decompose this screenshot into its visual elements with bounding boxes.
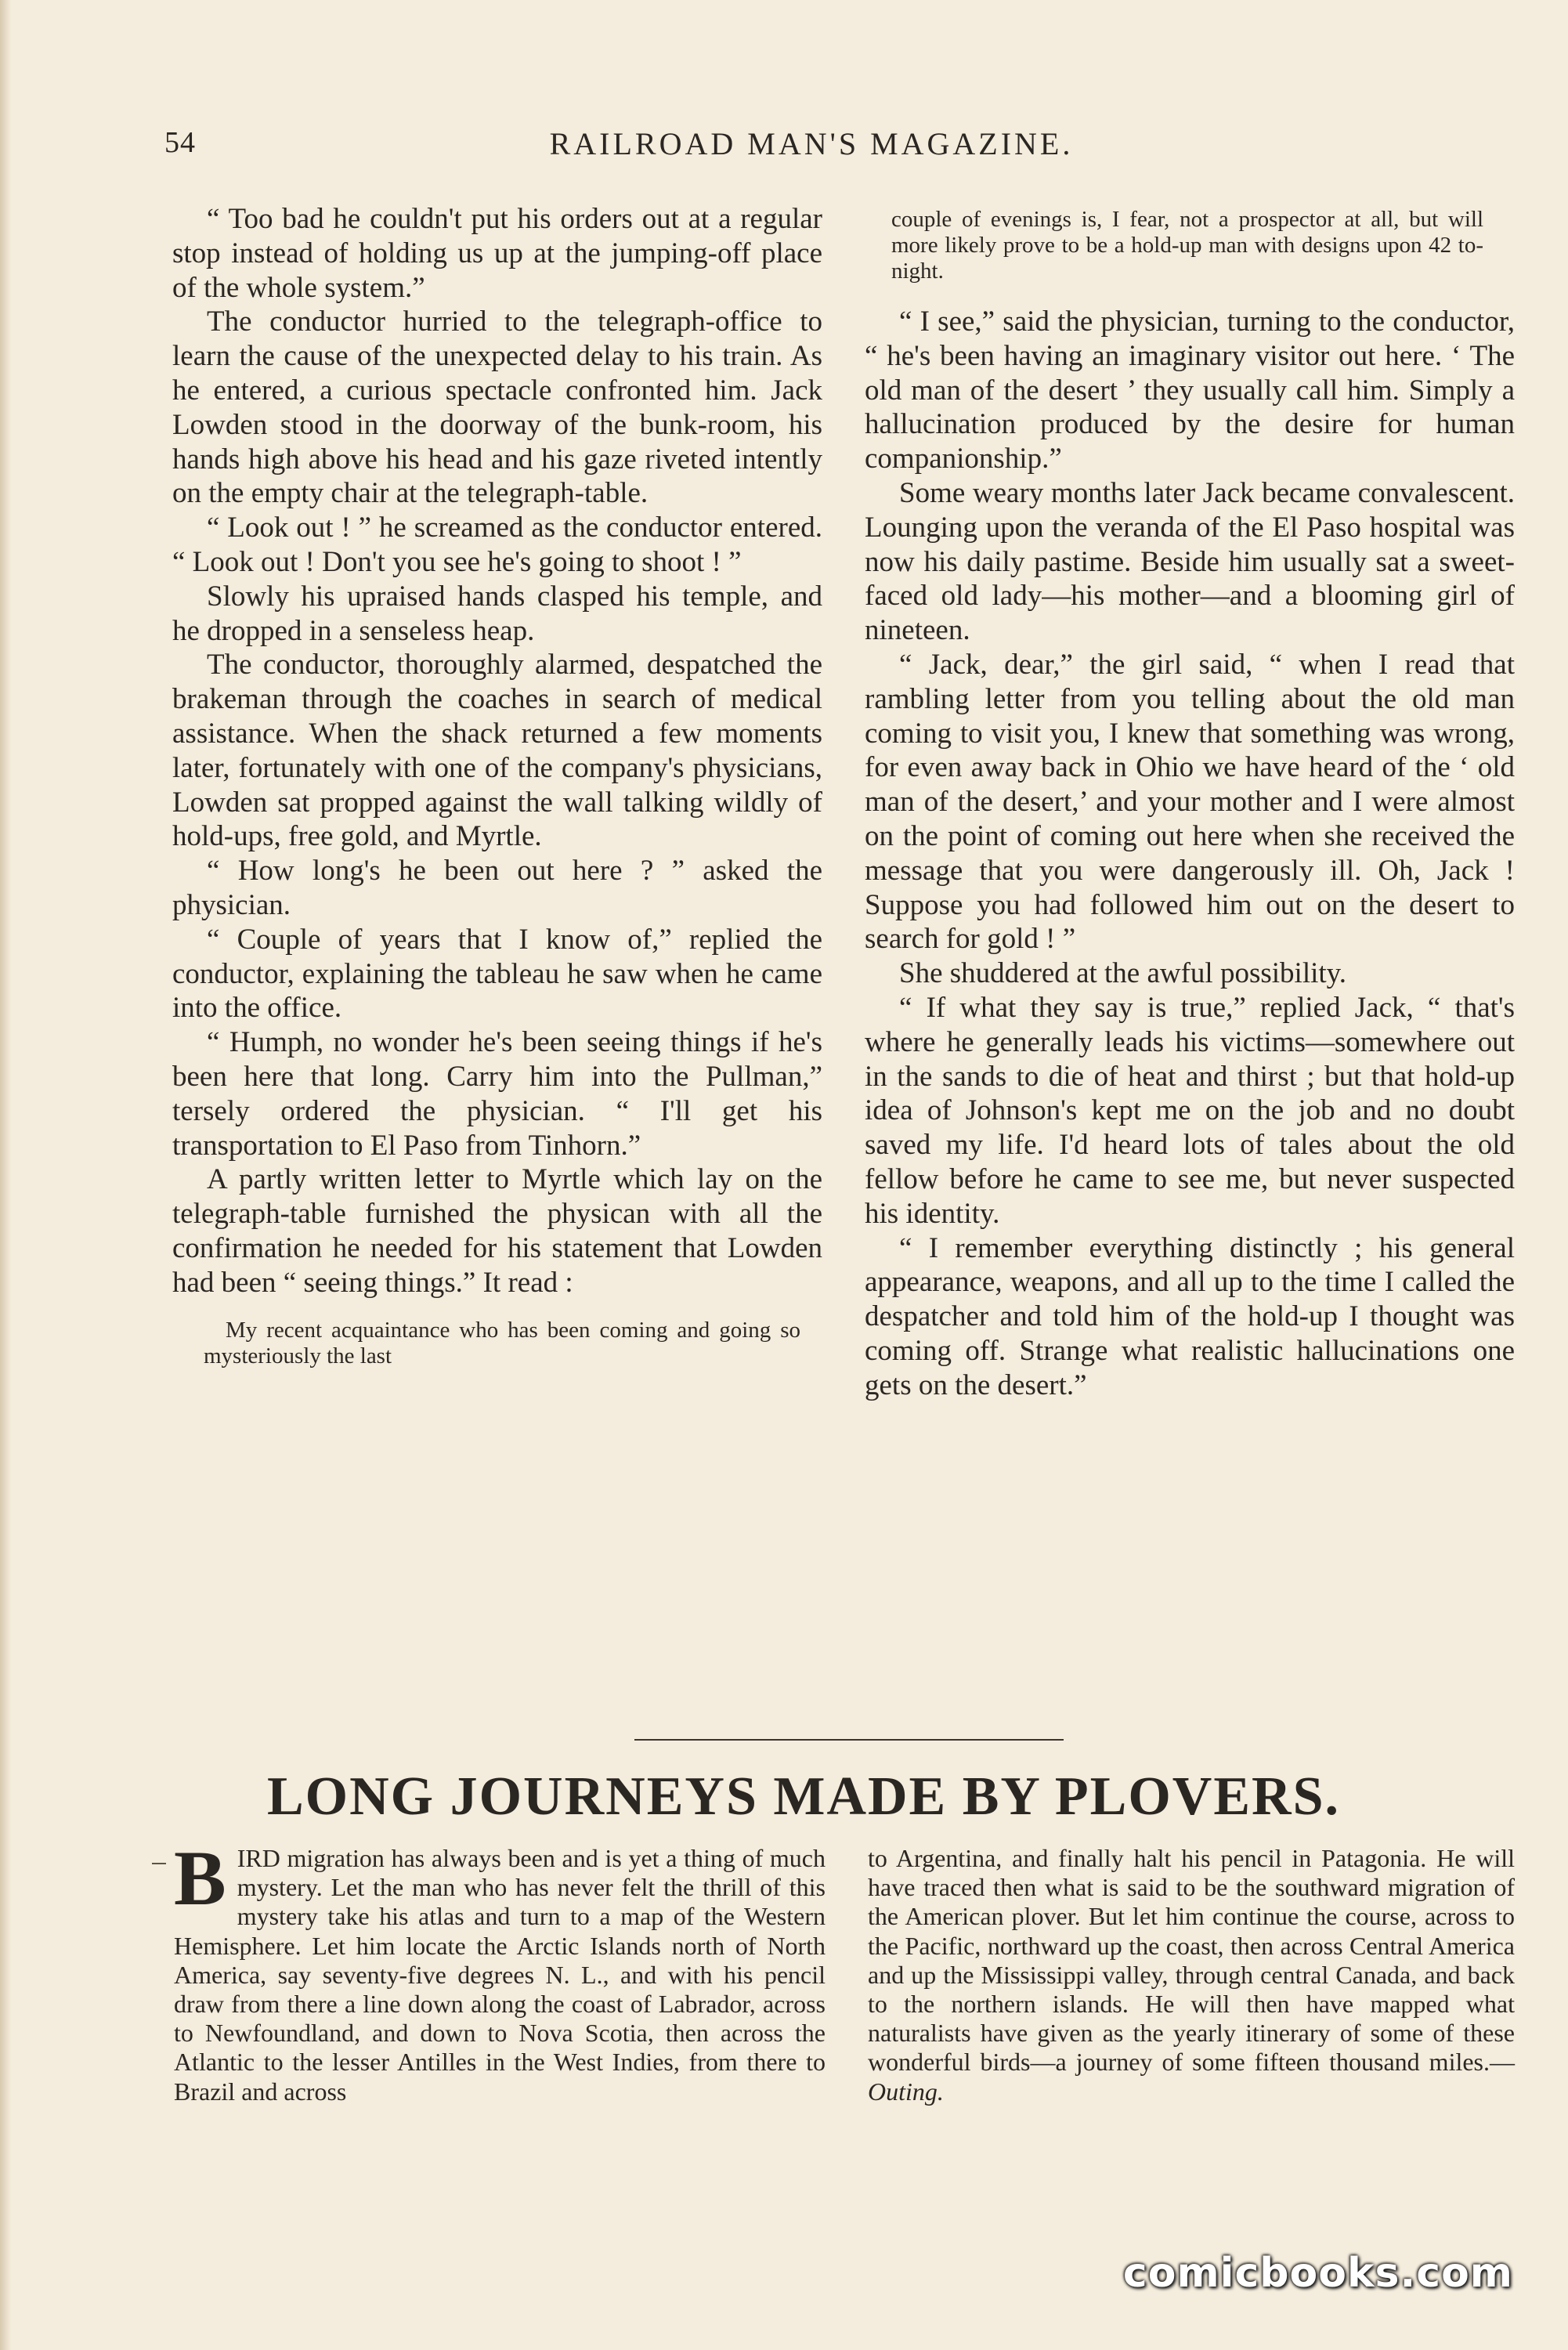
- story-paragraph: “ I remember everything distinctly ; his general appearance, weapons, and all up to the time I called the despatcher and told him of the hold-up I thought was coming off. Strange what realistic hallucinations one gets on the desert.”: [865, 1231, 1515, 1401]
- section-divider: [634, 1739, 1064, 1741]
- article-text-right: to Argentina, and finally halt his pencil in Patagonia. He will have traced then what is said to be the southward migration of the American plover. But let him continue the course, across to the Pacific, northward up the coast, then across Central America and up the Mississippi valley, through central Canada, and back to the northern islands. He will then have mapped what naturalists have given as the yearly itinerary of some of these wonderful birds—a journey of some fifteen thousand miles.—: [868, 1844, 1515, 2077]
- drop-cap: B: [174, 1835, 226, 1922]
- article-source: Outing.: [868, 2077, 944, 2106]
- story-paragraph: “ Too bad he couldn't put his orders out at a regular stop instead of holding us up at the jumping-off place of the whole system.”: [172, 203, 822, 304]
- story-column-left: [172, 202, 822, 1369]
- story-paragraph: “ Couple of years that I know of,” replied the conductor, explaining the tableau he saw when he came into the office.: [172, 923, 822, 1025]
- story-paragraph: The conductor, thoroughly alarmed, despatched the brakeman through the coaches in search of medical assistance. When the shack returned a few moments later, fortunately with one of the company's physicians, Lowden sat propped against the wall talking wildly of hold-ups, free gold, and Myrtle.: [172, 649, 822, 853]
- story-paragraph: She shuddered at the awful possibility.: [899, 957, 1347, 990]
- page-number: 54: [164, 126, 196, 159]
- article-column-left: [174, 1835, 826, 2106]
- article-title: LONG JOURNEYS MADE BY PLOVERS.: [266, 1766, 1341, 1827]
- page-header: [164, 125, 1458, 172]
- story-paragraph: “ I see,” said the physician, turning to the conductor, “ he's been having an imaginary visitor out here. ‘ The old man of the desert ’ they usually call him. Simply a hallucination produced by the desire for human companionship.”: [865, 306, 1515, 475]
- article-column-right: [868, 1844, 1515, 2106]
- story-paragraph: “ Jack, dear,” the girl said, “ when I read that rambling letter from you telling about the old man coming to visit you, I knew that something was wrong, for even away back in Ohio we have heard of the ‘ old man of the desert,’ and your mother and I were almost on the point of coming out here when she received the message that you were dangerously ill. Oh, Jack ! Suppose you had followed him out on the desert to search for gold ! ”: [865, 648, 1515, 956]
- story-paragraph: “ If what they say is true,” replied Jack, “ that's where he generally leads his victims—somewhere out in the sands to die of heat and thirst ; but that hold-up idea of Johnson's kept me on the job and no doubt saved my life. I'd heard lots of tales about the old fellow before he came to see me, but never suspected his identity.: [865, 991, 1515, 1230]
- story-paragraph: “ How long's he been out here ? ” asked the physician.: [172, 855, 822, 921]
- watermark: comicbooks.com: [1122, 2250, 1513, 2297]
- story-column-right: [865, 207, 1515, 1403]
- magazine-title: RAILROAD MAN'S MAGAZINE.: [549, 126, 1074, 161]
- article-paragraph: [868, 1844, 1515, 2106]
- article-paragraph: [174, 1835, 826, 2106]
- story-paragraph: “ Look out ! ” he screamed as the conductor entered. “ Look out ! Don't you see he's going to shoot ! ”: [172, 512, 822, 578]
- story-paragraph: Slowly his upraised hands clasped his temple, and he dropped in a senseless heap.: [172, 580, 822, 647]
- story-paragraph: Some weary months later Jack became convalescent. Lounging upon the veranda of the El Paso hospital was now his daily pastime. Beside him usually sat a sweet-faced old lady—his mother—and a blooming girl of nineteen.: [865, 476, 1515, 647]
- letter-excerpt: My recent acquaintance who has been coming and going so mysteriously the last: [204, 1317, 800, 1368]
- margin-mark: [152, 1863, 166, 1864]
- letter-excerpt-continued: couple of evenings is, I fear, not a prospector at all, but will more likely prove to be a hold-up man with designs upon 42 to-night.: [891, 207, 1483, 284]
- page-edge: [0, 0, 11, 2350]
- story-paragraph: The conductor hurried to the telegraph-office to learn the cause of the unexpected delay to his train. As he entered, a curious spectacle confronted him. Jack Lowden stood in the doorway of the bunk-room, his hands high above his head and his gaze riveted intently on the empty chair at the telegraph-table.: [172, 306, 822, 510]
- article-text-left: IRD migration has always been and is yet a thing of much mystery. Let the man who has never felt the thrill of this mystery take his atlas and turn to a map of the Western Hemisphere. Let him locate the Arctic Islands north of North America, say seventy-five degrees N. L., and with his pencil draw from there a line down along the coast of Labrador, across to Newfoundland, and down to Nova Scotia, then across the Atlantic to the lesser Antilles in the West Indies, from there to Brazil and across: [174, 1844, 826, 2106]
- story-paragraph: A partly written letter to Myrtle which lay on the telegraph-table furnished the physican with all the confirmation he needed for his statement that Lowden had been “ seeing things.” It read :: [172, 1163, 822, 1299]
- story-paragraph: “ Humph, no wonder he's been seeing things if he's been here that long. Carry him into the Pullman,” tersely ordered the physician. “ I'll get his transportation to El Paso from Tinhorn.”: [172, 1026, 822, 1162]
